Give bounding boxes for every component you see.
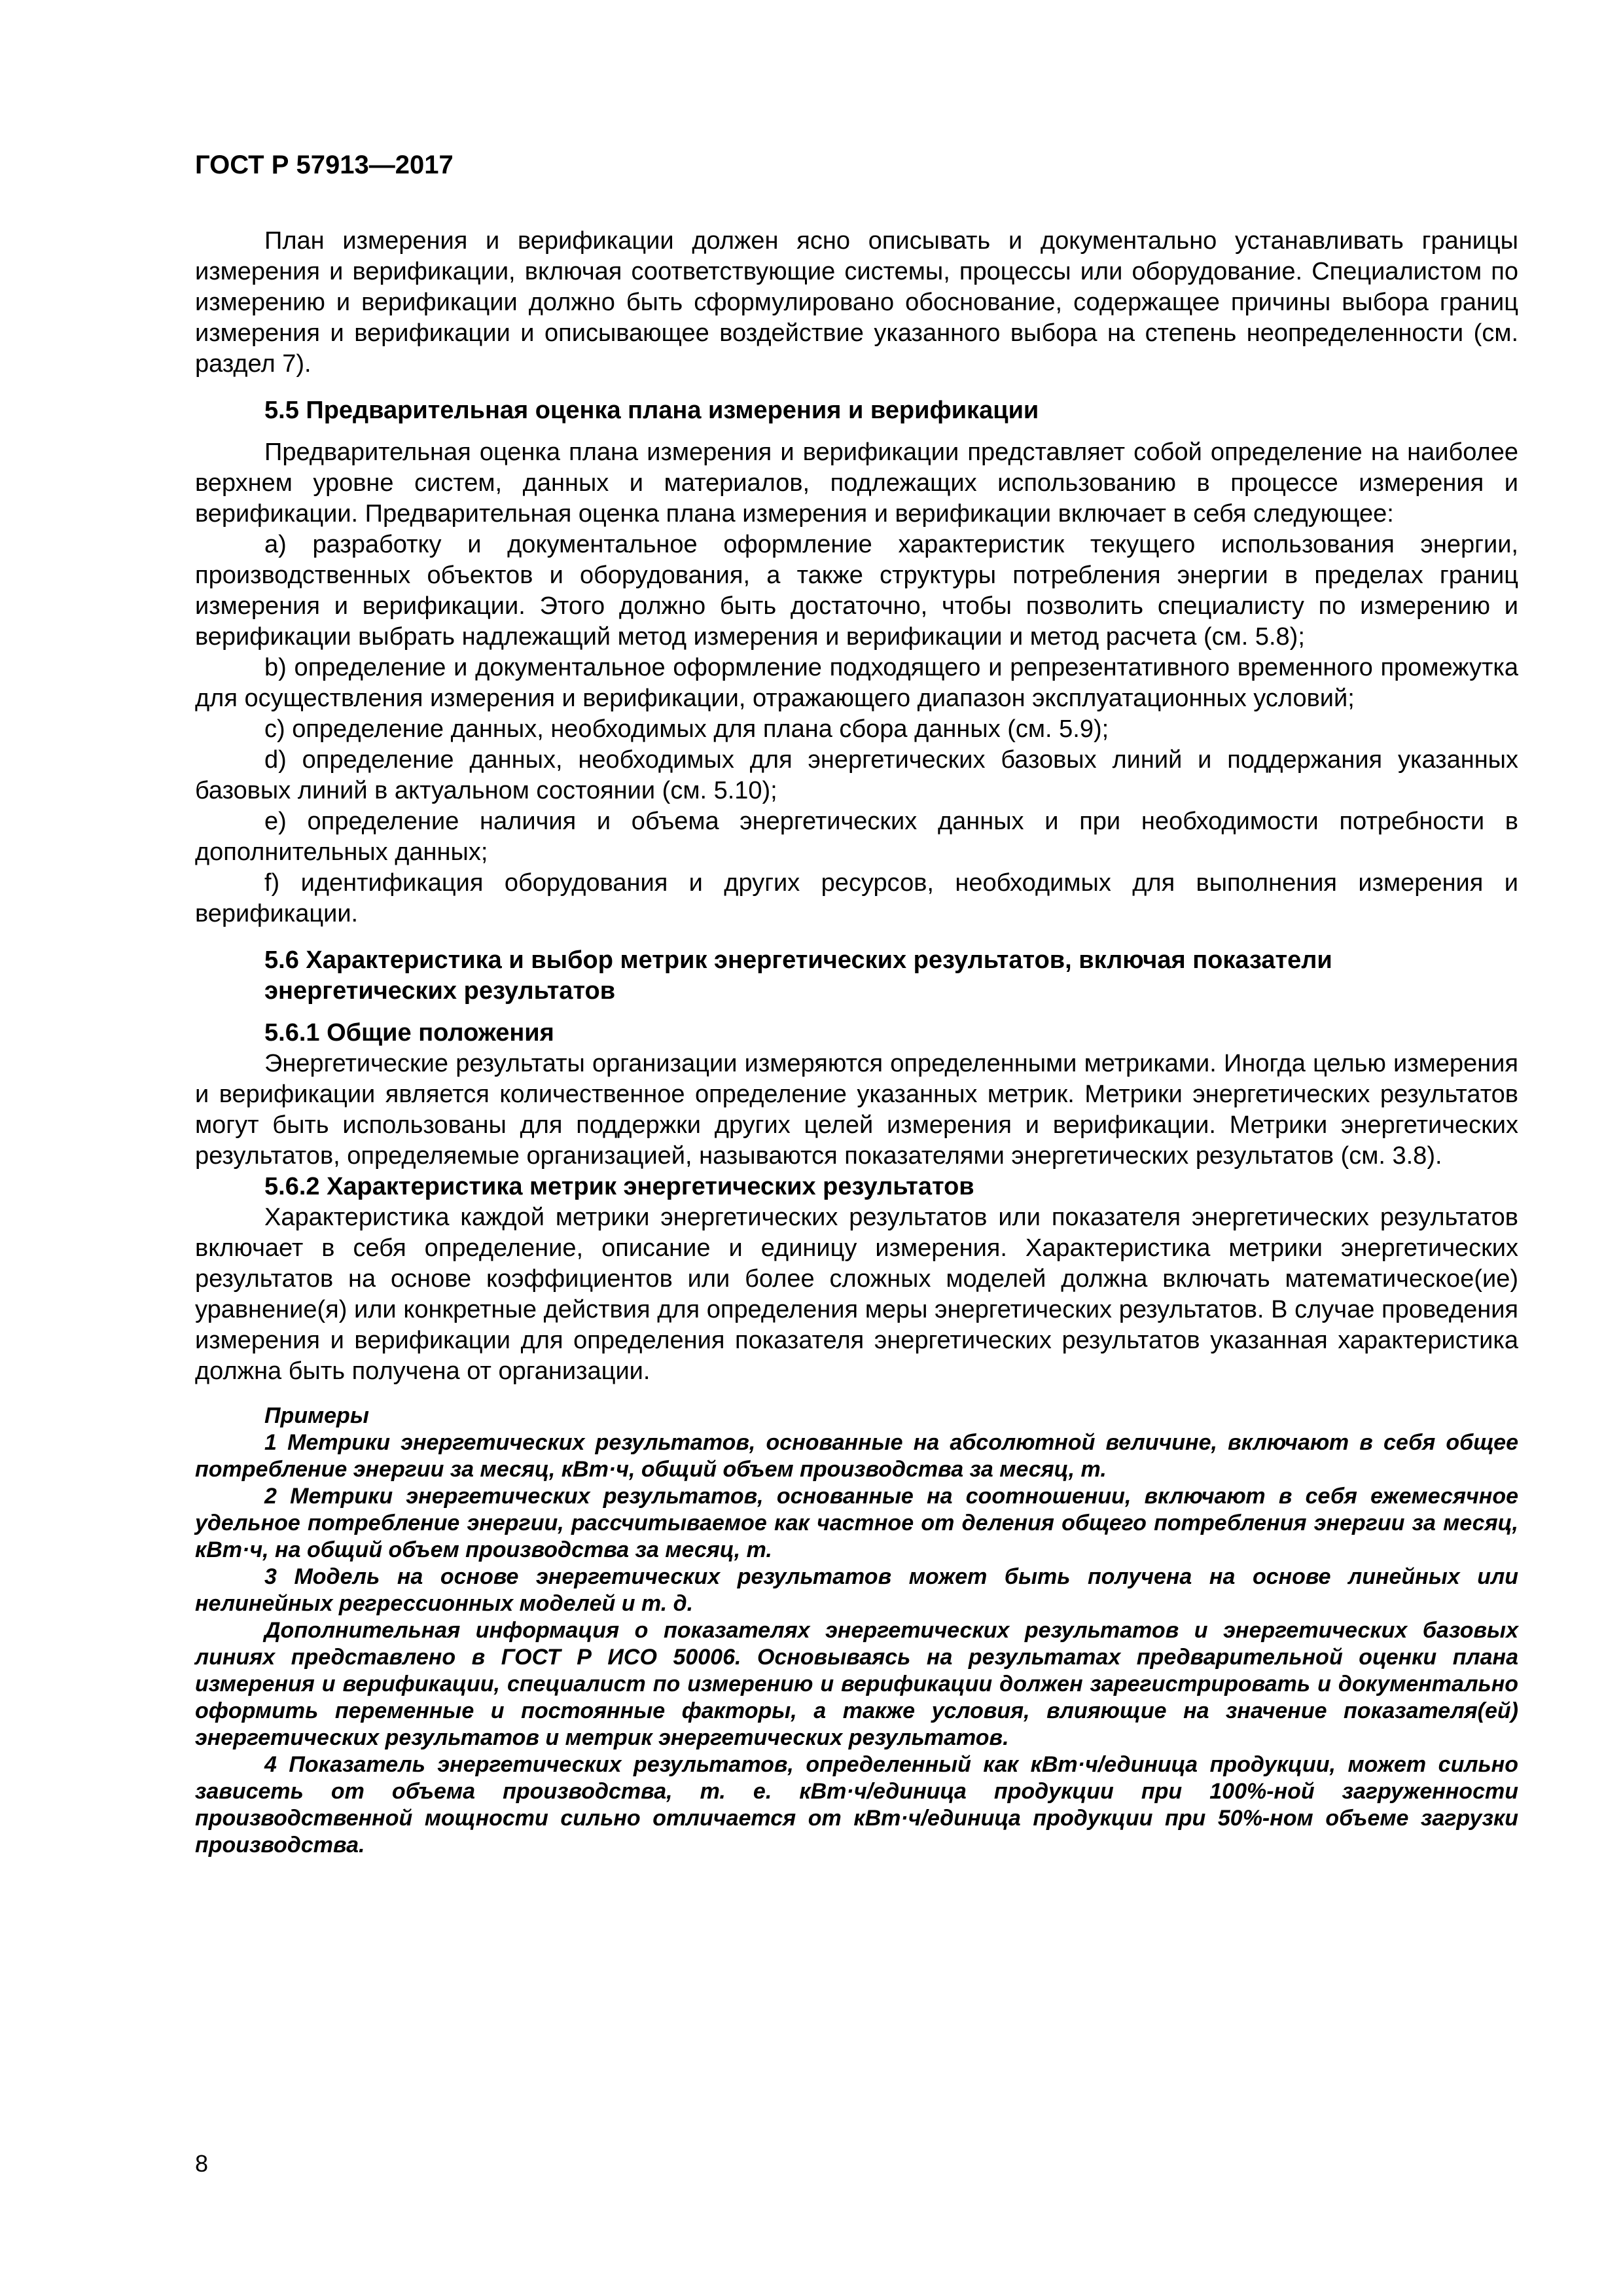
list-item-f: f) идентификация оборудования и других ресурсов, необходимых для выполнения измерения и верификации. bbox=[195, 869, 1518, 927]
example-item-3: 3 Модель на основе энергетических результатов может быть получена на основе линейных или нелинейных регрессионных моделей и т. д. bbox=[195, 1564, 1518, 1616]
section-5-5-paragraph: Предварительная оценка плана измерения и верификации представляет собой определение на наиболее верхнем уровне систем, данных и материалов, подлежащих использованию в процессе измерения и верификации. Предварительная оценка плана измерения и верификации включает в себя следующее: bbox=[195, 439, 1518, 528]
section-5-5-heading: 5.5 Предварительная оценка плана измерения и верификации bbox=[264, 397, 1039, 424]
list-item-c: c) определение данных, необходимых для плана сбора данных (см. 5.9); bbox=[264, 715, 1109, 743]
list-item-a: a) разработку и документальное оформление характеристик текущего использования энергии, производственных объектов и оборудования, а также структуры потребления энергии в пределах границ измерения и верификации. Этого должно быть достаточно, чтобы позволить специалисту по измерению и верификации выбрать надлежащий метод измерения и верификации и метод расчета (см. 5.8); bbox=[195, 531, 1518, 651]
example-item-2: 2 Метрики энергетических результатов, основанные на соотношении, включают в себя ежемесячное удельное потребление энергии, рассчитываемое как частное от деления общего потребления энергии за месяц, кВт·ч, на общий объем производства за месяц, т. bbox=[195, 1484, 1518, 1562]
document-code-header: ГОСТ Р 57913—2017 bbox=[195, 151, 454, 179]
document-page bbox=[195, 149, 1518, 1859]
section-5-6-2-heading: 5.6.2 Характеристика метрик энергетических результатов bbox=[264, 1173, 974, 1200]
section-5-6-1-paragraph: Энергетические результаты организации измеряются определенными метриками. Иногда целью измерения и верификации является количественное определение указанных метрик. Метрики энергетических результатов могут быть использованы для поддержки других целей измерения и верификации. Метрики энергетических результатов, определяемые организацией, называются показателями энергетических результатов (см. 3.8). bbox=[195, 1050, 1518, 1170]
example-item-4: 4 Показатель энергетических результатов, определенный как кВт·ч/единица продукции, может сильно зависеть от объема производства, т. е. кВт·ч/единица продукции при 100%-ной загруженности производственной мощности сильно отличается от кВт·ч/единица продукции при 50%-ном объеме загрузки производства. bbox=[195, 1752, 1518, 1857]
examples-title: Примеры bbox=[264, 1403, 369, 1428]
page-number: 8 bbox=[195, 2150, 209, 2177]
intro-paragraph: План измерения и верификации должен ясно описывать и документально устанавливать границы измерения и верификации, включая соответствующие системы, процессы или оборудование. Специалистом по измерению и верификации должно быть сформулировано обоснование, содержащее причины выбора границ измерения и верификации и описывающее воздействие указанного выбора на степень неопределенности (см. раздел 7). bbox=[195, 227, 1518, 378]
section-5-6-heading: 5.6 Характеристика и выбор метрик энергетических результатов, включая показатели энергетических результатов bbox=[264, 946, 1332, 1005]
section-5-6-2-paragraph: Характеристика каждой метрики энергетических результатов или показателя энергетических результатов включает в себя определение, описание и единицу измерения. Характеристика метрики энергетических результатов на основе коэффициентов или более сложных моделей должна включать математическое(ие) уравнение(я) или конкретные действия для определения меры энергетических результатов. В случае проведения измерения и верификации для определения показателя энергетических результатов указанная характеристика должна быть получена от организации. bbox=[195, 1204, 1518, 1385]
section-5-6-1-heading: 5.6.1 Общие положения bbox=[264, 1019, 554, 1047]
list-item-d: d) определение данных, необходимых для энергетических базовых линий и поддержания указанных базовых линий в актуальном состоянии (см. 5.10); bbox=[195, 746, 1518, 804]
example-item-1: 1 Метрики энергетических результатов, основанные на абсолютной величине, включают в себя общее потребление энергии за месяц, кВт·ч, общий объем производства за месяц, т. bbox=[195, 1430, 1518, 1482]
list-item-b: b) определение и документальное оформление подходящего и репрезентативного временного промежутка для осуществления измерения и верификации, отражающего диапазон эксплуатационных условий; bbox=[195, 654, 1518, 712]
list-item-e: e) определение наличия и объема энергетических данных и при необходимости потребности в дополнительных данных; bbox=[195, 808, 1518, 866]
example-additional-info: Дополнительная информация о показателях энергетических результатов и энергетических базовых линиях представлено в ГОСТ Р ИСО 50006. Основываясь на результатах предварительной оценки плана измерения и верификации, специалист по измерению и верификации должен зарегистрировать и документально оформить переменные и постоянные факторы, а также условия, влияющие на значение показателя(ей) энергетических результатов и метрик энергетических результатов. bbox=[195, 1618, 1518, 1750]
examples-block bbox=[195, 1403, 1518, 1859]
